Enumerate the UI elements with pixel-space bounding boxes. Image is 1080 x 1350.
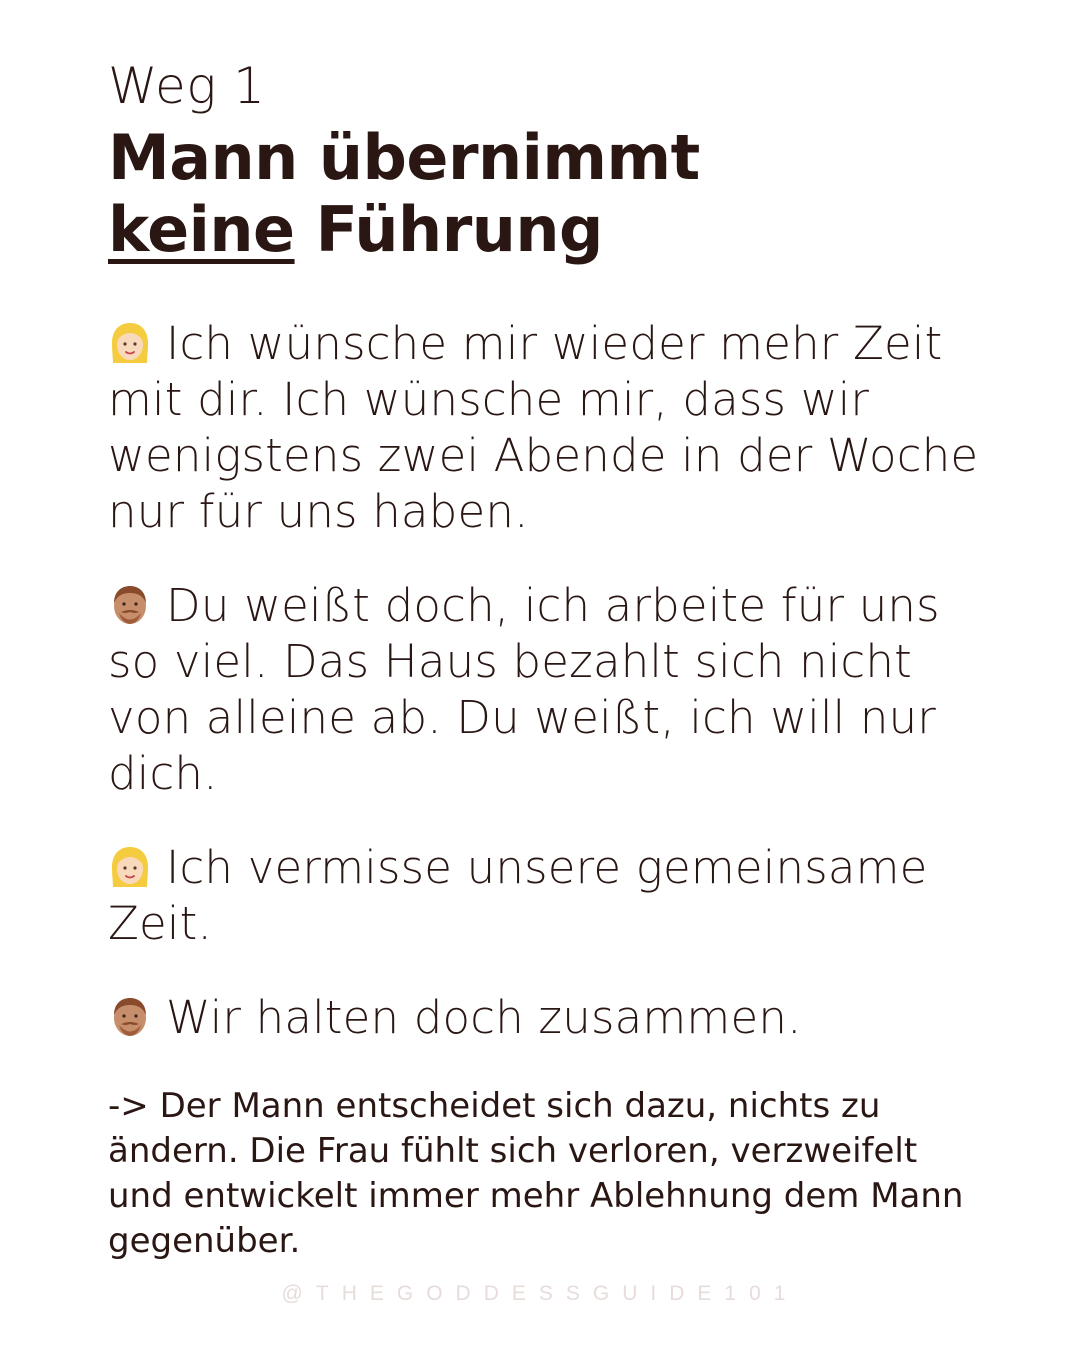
dialog-line-woman-1 — [108, 316, 988, 540]
dialog-line-man-2 — [108, 990, 988, 1046]
dialog-text: Wir halten doch zusammen. — [166, 991, 802, 1044]
dialog-line-man-1 — [108, 578, 988, 802]
dialog-text: Du weißt doch, ich arbeite für uns so viel. Das Haus bezahlt sich nicht von alleine ab. Du weißt, ich will nur dich. — [108, 579, 940, 800]
slide-headline — [108, 122, 988, 266]
woman-icon — [108, 845, 152, 889]
headline-underlined-word: keine — [108, 193, 295, 266]
dialog — [108, 316, 988, 1046]
woman-icon — [108, 321, 152, 365]
dialog-line-woman-2 — [108, 840, 988, 952]
slide-content — [108, 56, 988, 1298]
man-icon — [108, 995, 152, 1039]
dialog-text: Ich wünsche mir wieder mehr Zeit mit dir. Ich wünsche mir, dass wir wenigstens zwei Abende in der Woche nur für uns haben. — [108, 317, 979, 538]
man-icon — [108, 583, 152, 627]
conclusion-text: -> Der Mann entscheidet sich dazu, nichts zu ändern. Die Frau fühlt sich verloren, verzweifelt und entwickelt immer mehr Ablehnung dem Mann gegenüber. — [108, 1086, 964, 1261]
slide-kicker: Weg 1 — [108, 57, 266, 115]
watermark: @THEGODDESSGUIDE101 — [281, 1282, 799, 1305]
dialog-text: Ich vermisse unsere gemeinsame Zeit. — [108, 841, 928, 950]
headline-line-1: Mann übernimmt — [108, 121, 700, 194]
headline-rest: Führung — [315, 193, 603, 266]
